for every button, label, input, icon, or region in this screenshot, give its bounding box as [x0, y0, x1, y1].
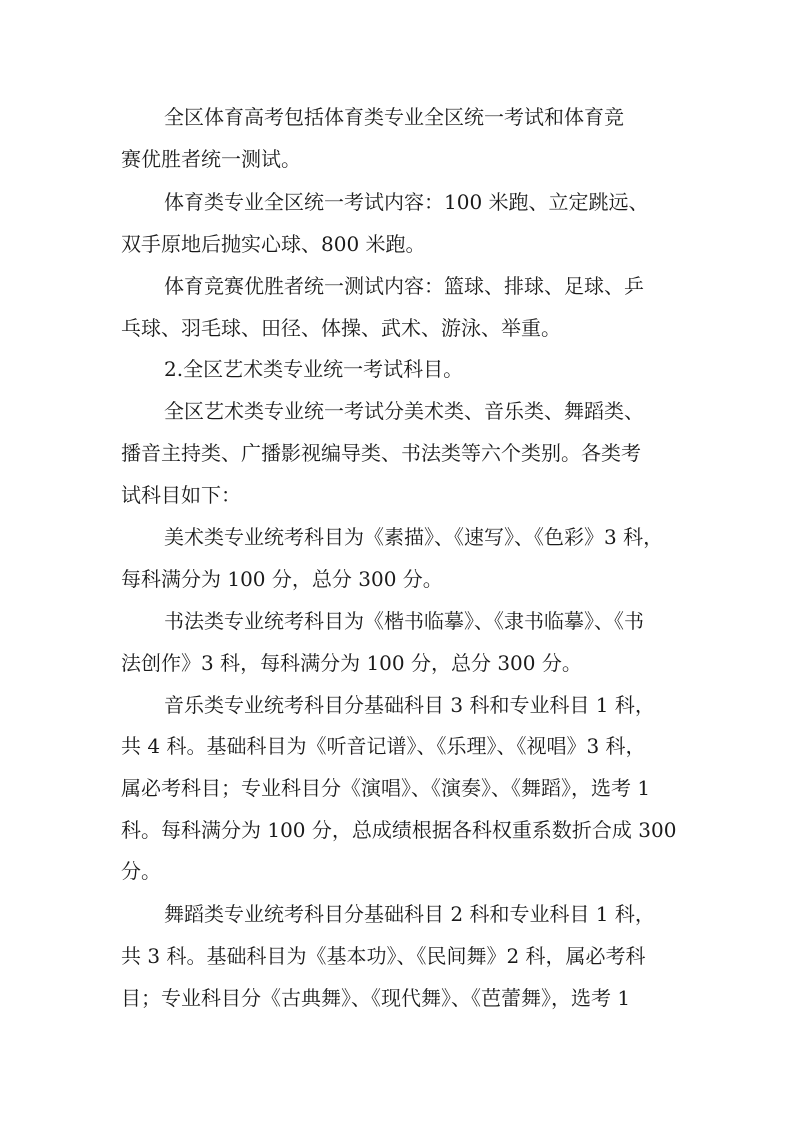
- text-line: 乓球、羽毛球、田径、体操、武术、游泳、举重。: [121, 316, 561, 340]
- text-line: 目；专业科目分《古典舞》、《现代舞》、《芭蕾舞》，选考 1: [121, 986, 631, 1010]
- text-line: 美术类专业统考科目为《素描》、《速写》、《色彩》3 科，: [164, 525, 664, 549]
- text-line: 全区艺术类专业统一考试分美术类、音乐类、舞蹈类、: [164, 399, 644, 423]
- text-line: 共 3 科。基础科目为《基本功》、《民间舞》2 科，属必考科: [121, 944, 646, 968]
- text-line: 法创作》3 科，每科满分为 100 分，总分 300 分。: [121, 651, 582, 675]
- text-line: 播音主持类、广播影视编导类、书法类等六个类别。各类考: [121, 441, 641, 465]
- text-line: 体育类专业全区统一考试内容：100 米跑、立定跳远、: [164, 190, 649, 214]
- text-line: 音乐类专业统考科目分基础科目 3 科和专业科目 1 科，: [164, 693, 655, 717]
- text-line: 舞蹈类专业统考科目分基础科目 2 科和专业科目 1 科，: [164, 902, 655, 926]
- text-line: 分。: [121, 859, 161, 883]
- text-line: 共 4 科。基础科目为《听音记谱》、《乐理》、《视唱》3 科，: [121, 734, 646, 758]
- text-line: 属必考科目；专业科目分《演唱》、《演奏》、《舞蹈》，选考 1: [121, 776, 651, 800]
- text-line: 双手原地后抛实心球、800 米跑。: [121, 232, 426, 256]
- text-line: 试科目如下：: [121, 483, 241, 507]
- text-line: 全区体育高考包括体育类专业全区统一考试和体育竞: [164, 105, 624, 129]
- text-line: 2.全区艺术类专业统一考试科目。: [164, 357, 464, 381]
- text-line: 每科满分为 100 分，总分 300 分。: [121, 567, 443, 591]
- text-line: 赛优胜者统一测试。: [121, 147, 301, 171]
- text-line: 科。每科满分为 100 分，总成绩根据各科权重系数折合成 300: [121, 818, 677, 842]
- text-line: 书法类专业统考科目为《楷书临摹》、《隶书临摹》、《书: [164, 609, 644, 633]
- text-line: 体育竞赛优胜者统一测试内容：篮球、排球、足球、乒: [164, 274, 644, 298]
